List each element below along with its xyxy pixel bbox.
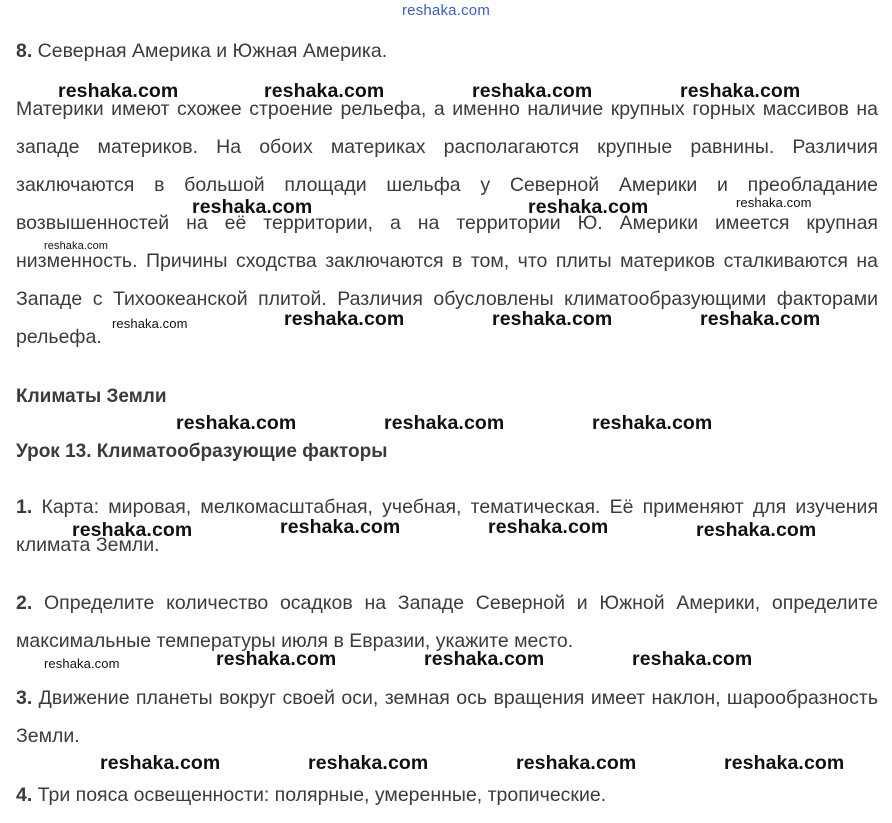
watermark-text: reshaka.com: [724, 752, 845, 774]
watermark-text: reshaka.com: [492, 308, 613, 330]
watermark-text: reshaka.com: [176, 412, 297, 434]
watermark-text: reshaka.com: [424, 648, 545, 670]
watermark-text: reshaka.com: [592, 412, 713, 434]
answer-4-number: 4.: [16, 784, 33, 806]
watermark-text: reshaka.com: [112, 316, 188, 331]
site-watermark-top[interactable]: reshaka.com: [401, 2, 491, 19]
answer-3-number: 3.: [16, 687, 33, 709]
section-heading: Климаты Земли: [16, 386, 167, 407]
item-8-title-text: Северная Америка и Южная Америка.: [32, 40, 388, 62]
watermark-text: reshaka.com: [264, 80, 385, 102]
watermark-text: reshaka.com: [736, 195, 812, 210]
watermark-text: reshaka.com: [308, 752, 429, 774]
watermark-text: reshaka.com: [680, 80, 801, 102]
answer-4-text: Три пояса освещенности: полярные, умеренные, тропические.: [32, 784, 607, 806]
lesson-heading: Урок 13. Климатообразующие факторы: [16, 441, 388, 462]
answer-1-text: Карта: мировая, мелкомасштабная, учебная, тематическая. Её применяют для изучения климата Земли.: [16, 496, 878, 556]
watermark-text: reshaka.com: [216, 648, 337, 670]
answer-3-text: Движение планеты вокруг своей оси, земная ось вращения имеет наклон, шарообразность Земли.: [16, 687, 878, 747]
watermark-text: reshaka.com: [100, 752, 221, 774]
watermark-text: reshaka.com: [192, 196, 313, 218]
watermark-text: reshaka.com: [284, 308, 405, 330]
watermark-text: reshaka.com: [384, 412, 505, 434]
watermark-text: reshaka.com: [72, 519, 193, 541]
watermark-text: reshaka.com: [472, 80, 593, 102]
watermark-text: reshaka.com: [58, 80, 179, 102]
item-8-paragraph: Материки имеют схожее строение рельефа, а именно наличие крупных горных массивов на западе материков. На обоих материках располагаются крупные равнины. Различия заключаются в большой площади шельфа у Северной Америки и преобладание возвышенностей на её территории, а на территории Ю. Америки имеется крупная низменность. Причины сходства заключаются в том, что плиты материков сталкиваются на Западе с Тихоокеанской плитой. Различия обусловлены климатообразующими факторами рельефа.: [16, 98, 878, 348]
answer-4: [16, 784, 606, 807]
watermark-text: reshaka.com: [516, 752, 637, 774]
watermark-text: reshaka.com: [44, 240, 109, 252]
watermark-text: reshaka.com: [280, 516, 401, 538]
watermark-text: reshaka.com: [700, 308, 821, 330]
answer-2-text: Определите количество осадков на Западе Северной и Южной Америки, определите максимальные температуры июля в Евразии, укажите место.: [16, 592, 878, 652]
item-8-number: 8.: [16, 40, 33, 62]
watermark-text: reshaka.com: [488, 516, 609, 538]
watermark-text: reshaka.com: [632, 648, 753, 670]
answer-2-number: 2.: [16, 592, 33, 614]
item-8-title: [16, 40, 387, 63]
watermark-text: reshaka.com: [528, 196, 649, 218]
answer-1-number: 1.: [16, 496, 33, 518]
watermark-text: reshaka.com: [696, 519, 817, 541]
answer-3: [16, 679, 878, 755]
watermark-text: reshaka.com: [44, 656, 120, 671]
